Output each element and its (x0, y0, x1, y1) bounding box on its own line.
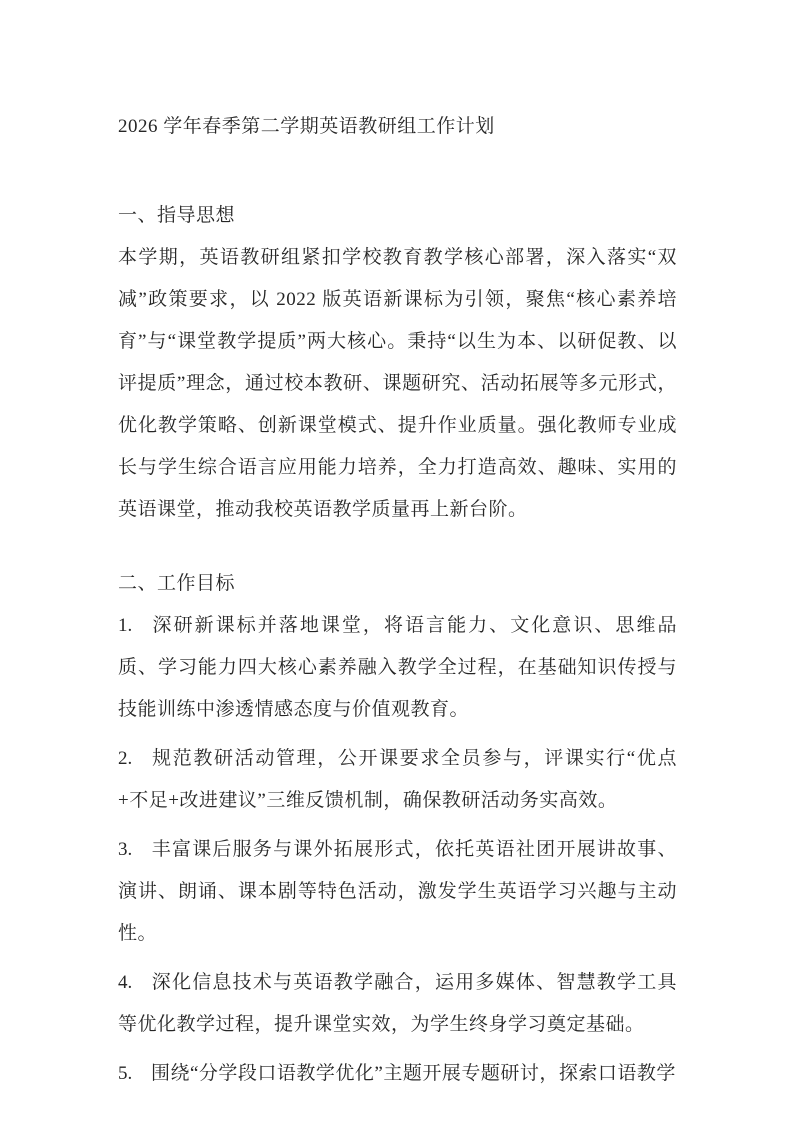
goal-item-5-text: 围绕“分学段口语教学优化”主题开展专题研讨，探索口语教学 (151, 1063, 676, 1084)
goal-item-5-number: 5. (118, 1063, 133, 1084)
guiding-ideology-paragraph: 本学期，英语教研组紧扣学校教育教学核心部署，深入落实“双减”政策要求，以 2022 版英语新课标为引领，聚焦“核心素养培育”与“课堂教学提质”两大核心。秉持“以生为本、以研促教、以评提质”理念，通过校本教研、课题研究、活动拓展等多元形式，优化教学策略、创新课堂模式、提升作业质量。强化教师专业成长与学生综合语言应用能力培养，全力打造高效、趣味、实用的英语课堂，推动我校英语教学质量再上新台阶。 (118, 247, 677, 520)
goal-item-3-text: 丰富课后服务与课外拓展形式，依托英语社团开展讲故事、演讲、朗诵、课本剧等特色活动，激发学生英语学习兴趣与主动性。 (118, 839, 677, 944)
goal-item-3 (118, 829, 677, 955)
goal-item-2-text: 规范教研活动管理，公开课要求全员参与，评课实行“优点+不足+改进建议”三维反馈机制，确保教研活动务实高效。 (118, 748, 677, 811)
goal-item-5 (118, 1053, 677, 1095)
goal-item-4 (118, 962, 677, 1046)
goal-item-4-number: 4. (118, 972, 133, 993)
goal-item-3-number: 3. (118, 839, 133, 860)
goal-item-1-text: 深研新课标并落地课堂，将语言能力、文化意识、思维品质、学习能力四大核心素养融入教学全过程，在基础知识传授与技能训练中渗透情感态度与价值观教育。 (118, 615, 677, 720)
section-heading-guiding-ideology: 一、指导思想 (118, 205, 236, 226)
goal-item-2-number: 2. (118, 748, 133, 769)
section-heading-work-goals: 二、工作目标 (118, 573, 236, 594)
goal-item-4-text: 深化信息技术与英语教学融合，运用多媒体、智慧教学工具等优化教学过程，提升课堂实效，为学生终身学习奠定基础。 (118, 972, 677, 1035)
document-title: 2026 学年春季第二学期英语教研组工作计划 (118, 116, 495, 137)
goal-item-1-number: 1. (118, 615, 133, 636)
goal-item-1 (118, 605, 677, 731)
goal-item-2 (118, 738, 677, 822)
